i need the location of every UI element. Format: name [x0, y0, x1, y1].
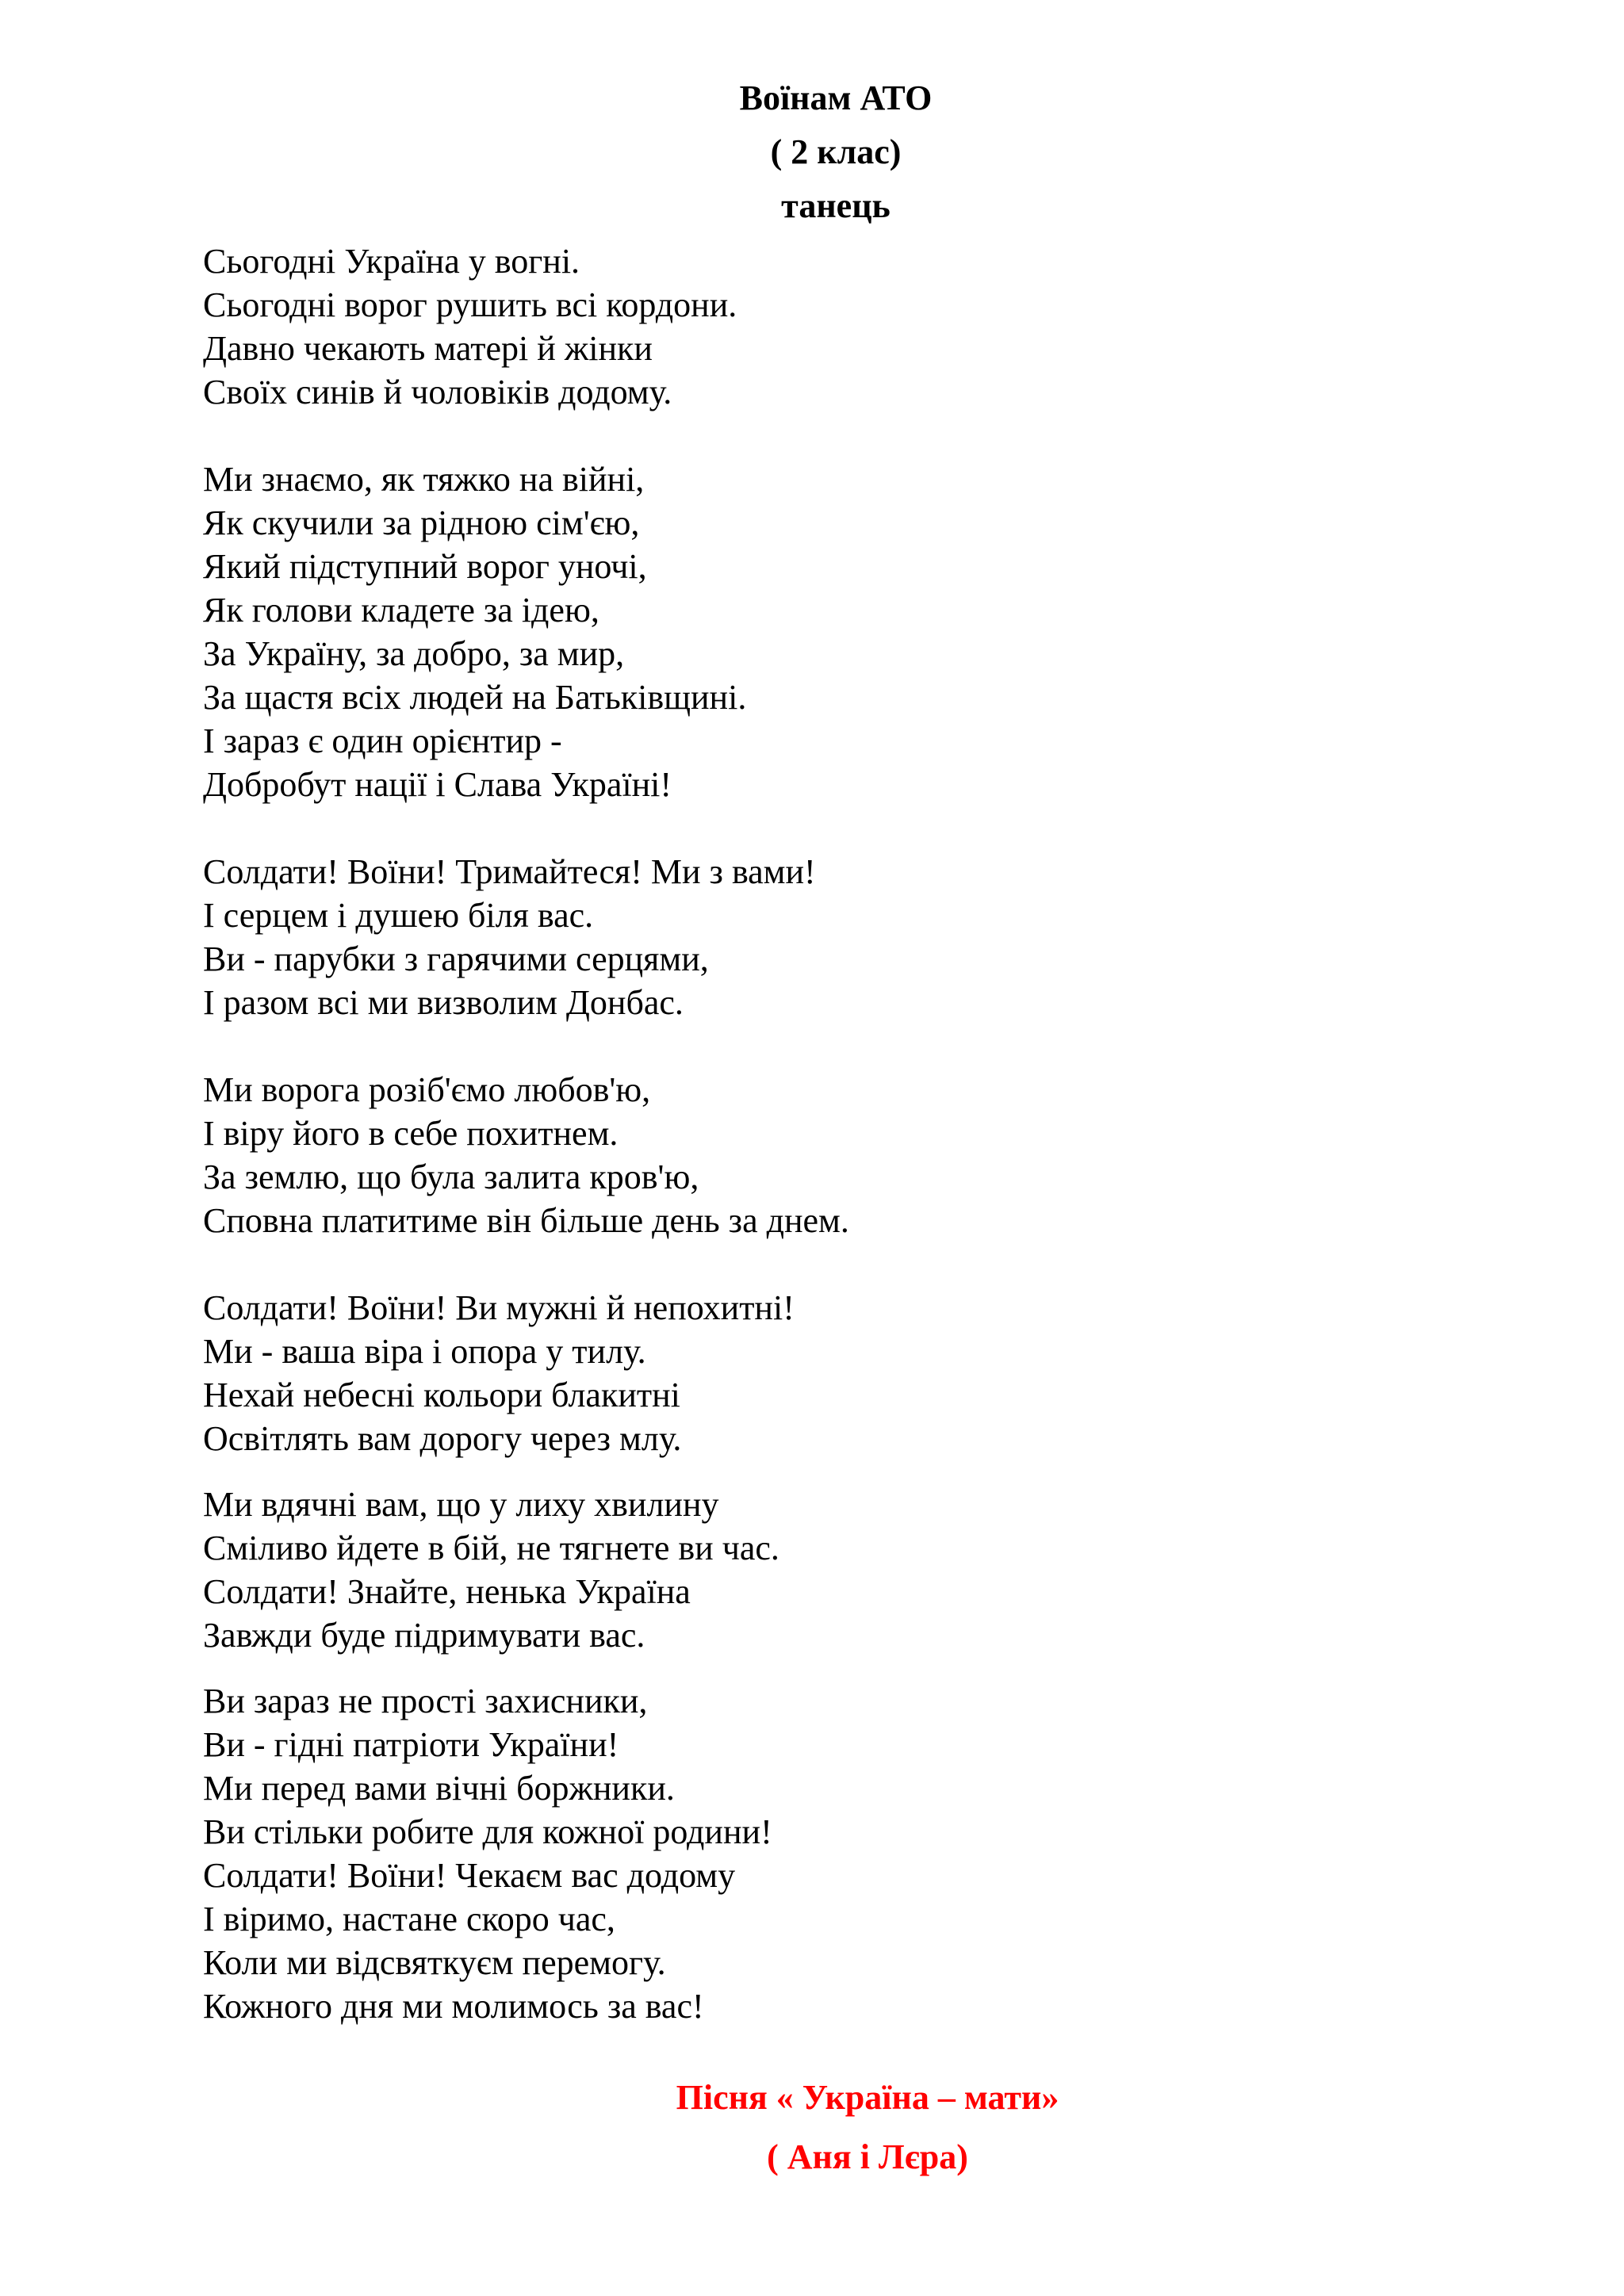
performers-label: ( Аня і Лєра)	[767, 2137, 968, 2176]
poem-line: Кожного дня ми молимось за вас!	[203, 1987, 704, 2026]
page-header	[0, 71, 1624, 233]
poem-line: Сьогодні Україна у вогні.	[203, 242, 580, 281]
stanza-1	[203, 239, 1472, 414]
poem-line: Коли ми відсвяткуєм перемогу.	[203, 1943, 666, 1982]
next-item-announcement	[0, 2068, 1624, 2187]
page-title: Воїнам АТО	[739, 78, 933, 117]
poem-line: Давно чекають матері й жінки	[203, 329, 653, 368]
poem-line: І серцем і душею біля вас.	[203, 896, 594, 935]
song-title: Пісня « Україна – мати»	[676, 2078, 1059, 2117]
stanza-2	[203, 457, 1472, 806]
poem-line: Солдати! Воїни! Тримайтеся! Ми з вами!	[203, 852, 816, 891]
poem-line: За щастя всіх людей на Батьківщині.	[203, 678, 747, 717]
performance-type: танець	[781, 186, 891, 225]
poem-line: Ви стільки робите для кожної родини!	[203, 1812, 772, 1851]
stanza-4	[203, 1068, 1472, 1242]
poem-line: Ми перед вами вічні боржники.	[203, 1769, 675, 1808]
poem-line: Ви - гідні патріоти України!	[203, 1725, 619, 1764]
poem-line: Сміливо йдете в бій, не тягнете ви час.	[203, 1529, 779, 1567]
poem-line: Нехай небесні кольори блакитні	[203, 1376, 680, 1414]
stanza-6	[203, 1483, 1472, 1657]
poem-line: За землю, що була залита кров'ю,	[203, 1158, 699, 1196]
poem-body	[203, 239, 1472, 2028]
poem-line: Ми ворога розіб'ємо любов'ю,	[203, 1070, 651, 1109]
poem-line: Ви зараз не прості захисники,	[203, 1682, 648, 1720]
poem-line: Солдати! Воїни! Чекаєм вас додому	[203, 1856, 736, 1895]
class-label: ( 2 клас)	[770, 132, 902, 171]
poem-line: Завжди буде підримувати вас.	[203, 1616, 645, 1655]
poem-line: І разом всі ми визволим Донбас.	[203, 983, 684, 1022]
poem-line: Як скучили за рідною сім'єю,	[203, 503, 640, 542]
poem-line: І віру його в себе похитнем.	[203, 1114, 619, 1153]
poem-line: Який підступний ворог уночі,	[203, 547, 647, 586]
poem-line: Добробут нації і Слава Україні!	[203, 765, 672, 804]
stanza-3	[203, 850, 1472, 1024]
poem-line: За Україну, за добро, за мир,	[203, 634, 625, 673]
poem-line: Ми знаємо, як тяжко на війні,	[203, 460, 645, 499]
poem-line: Солдати! Знайте, ненька Україна	[203, 1572, 691, 1611]
poem-line: Сьогодні ворог рушить всі кордони.	[203, 285, 737, 324]
poem-line: Ми - ваша віра і опора у тилу.	[203, 1332, 646, 1371]
poem-line: Солдати! Воїни! Ви мужні й непохитні!	[203, 1288, 795, 1327]
poem-line: Освітлять вам дорогу через млу.	[203, 1419, 682, 1458]
poem-line: І віримо, настане скоро час,	[203, 1900, 615, 1938]
poem-line: І зараз є один орієнтир -	[203, 721, 562, 760]
poem-line: Своїх синів й чоловіків додому.	[203, 373, 672, 411]
stanza-5	[203, 1286, 1472, 1460]
poem-line: Ми вдячні вам, що у лиху хвилину	[203, 1485, 719, 1524]
poem-line: Ви - парубки з гарячими серцями,	[203, 939, 709, 978]
stanza-7	[203, 1679, 1472, 2028]
poem-line: Сповна платитиме він більше день за днем.	[203, 1201, 849, 1240]
poem-line: Як голови кладете за ідею,	[203, 591, 599, 629]
